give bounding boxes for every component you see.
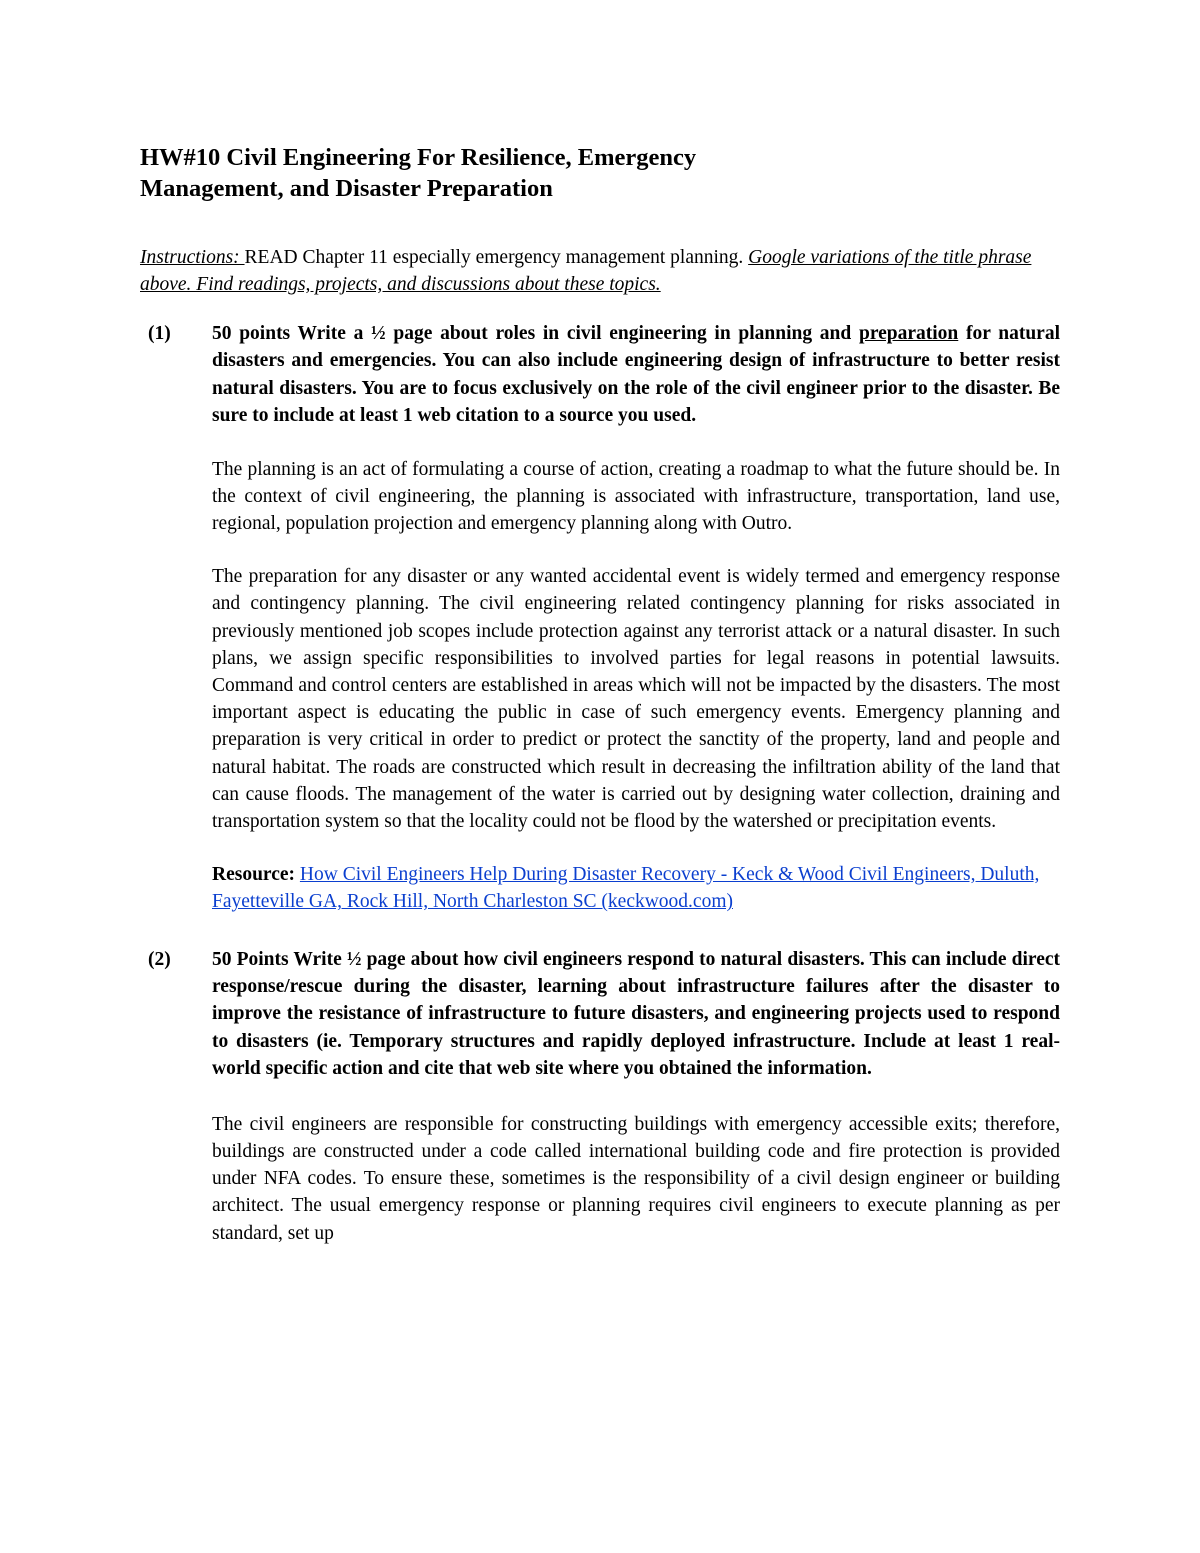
question-2: [140, 946, 1060, 1247]
instructions-label: Instructions:: [140, 247, 245, 268]
resource-citation: [212, 861, 1060, 915]
question-1-prompt-emphasis: preparation: [858, 323, 959, 344]
question-1-prompt-start: 50 points Write a ½ page about roles in civil engineering in planning and: [212, 323, 859, 344]
question-1-prompt-end: for natural disasters and emergencies. You can also include engineering design of infrastructure to better resist natural disasters. You are to focus exclusively on the role of the civil engineer prior to the disaster. Be sure to include at least 1 web citation to a source you used.: [212, 323, 1060, 427]
instructions-paragraph: [140, 244, 1060, 298]
question-1: [140, 320, 1060, 916]
question-1-answer-paragraph-1: The planning is an act of formulating a course of action, creating a roadmap to what the future should be. In the context of civil engineering, the planning is associated with infrastructure, transportation, land use, regional, population projection and emergency planning along with Outro.: [212, 458, 1060, 535]
resource-link[interactable]: How Civil Engineers Help During Disaster Recovery - Keck & Wood Civil Engineers, Duluth, Fayetteville GA, Rock Hill, North Charleston SC (keckwood.com): [212, 864, 1040, 913]
question-1-answer-paragraph-2: The preparation for any disaster or any wanted accidental event is widely termed and emergency response and contingency planning. The civil engineering related contingency planning for risks associated in previously mentioned job scopes include protection against any terrorist attack or a natural disaster. In such plans, we assign specific responsibilities to involved parties for legal reasons in potential lawsuits. Command and control centers are established in areas which will not be impacted by the disasters. The most important aspect is educating the public in case of such emergency events. Emergency planning and preparation is very critical in order to predict or protect the sanctity of the property, land and people and natural habitat. The roads are constructed which result in decreasing the infiltration ability of the land that can cause floods. The management of the water is carried out by designing water collection, draining and transportation system so that the locality could not be flood by the watershed or precipitation events.: [212, 566, 1060, 833]
instructions-text: READ Chapter 11 especially emergency management planning.: [244, 247, 749, 268]
question-2-prompt: 50 Points Write ½ page about how civil engineers respond to natural disasters. This can include direct response/rescue during the disaster, learning about infrastructure failures after the disaster to improve the resistance of infrastructure to future disasters, and engineering projects used to respond to disasters (ie. Temporary structures and rapidly deployed infrastructure. Include at least 1 real-world specific action and cite that web site where you obtained the information.: [212, 948, 1060, 1080]
title-line-2: Management, and Disaster Preparation: [140, 175, 553, 202]
resource-label: Resource:: [212, 864, 296, 886]
title-line-1: HW#10 Civil Engineering For Resilience, Emergency: [140, 144, 697, 171]
question-1-number: (1): [148, 323, 171, 344]
document-title: [140, 142, 840, 204]
question-2-number: (2): [148, 948, 171, 970]
instructions-note: Google variations of the title phrase above. Find readings, projects, and discussions about these topics.: [140, 247, 1032, 295]
question-2-answer-paragraph-1: The civil engineers are responsible for constructing buildings with emergency accessible exits; therefore, buildings are constructed under a code called international building code and fire protection is provided under NFA codes. To ensure these, sometimes is the responsibility of a civil design engineer or building architect. The usual emergency response or planning requires civil engineers to execute planning as per standard, set up: [212, 1113, 1060, 1244]
question-1-prompt: [212, 320, 1060, 430]
